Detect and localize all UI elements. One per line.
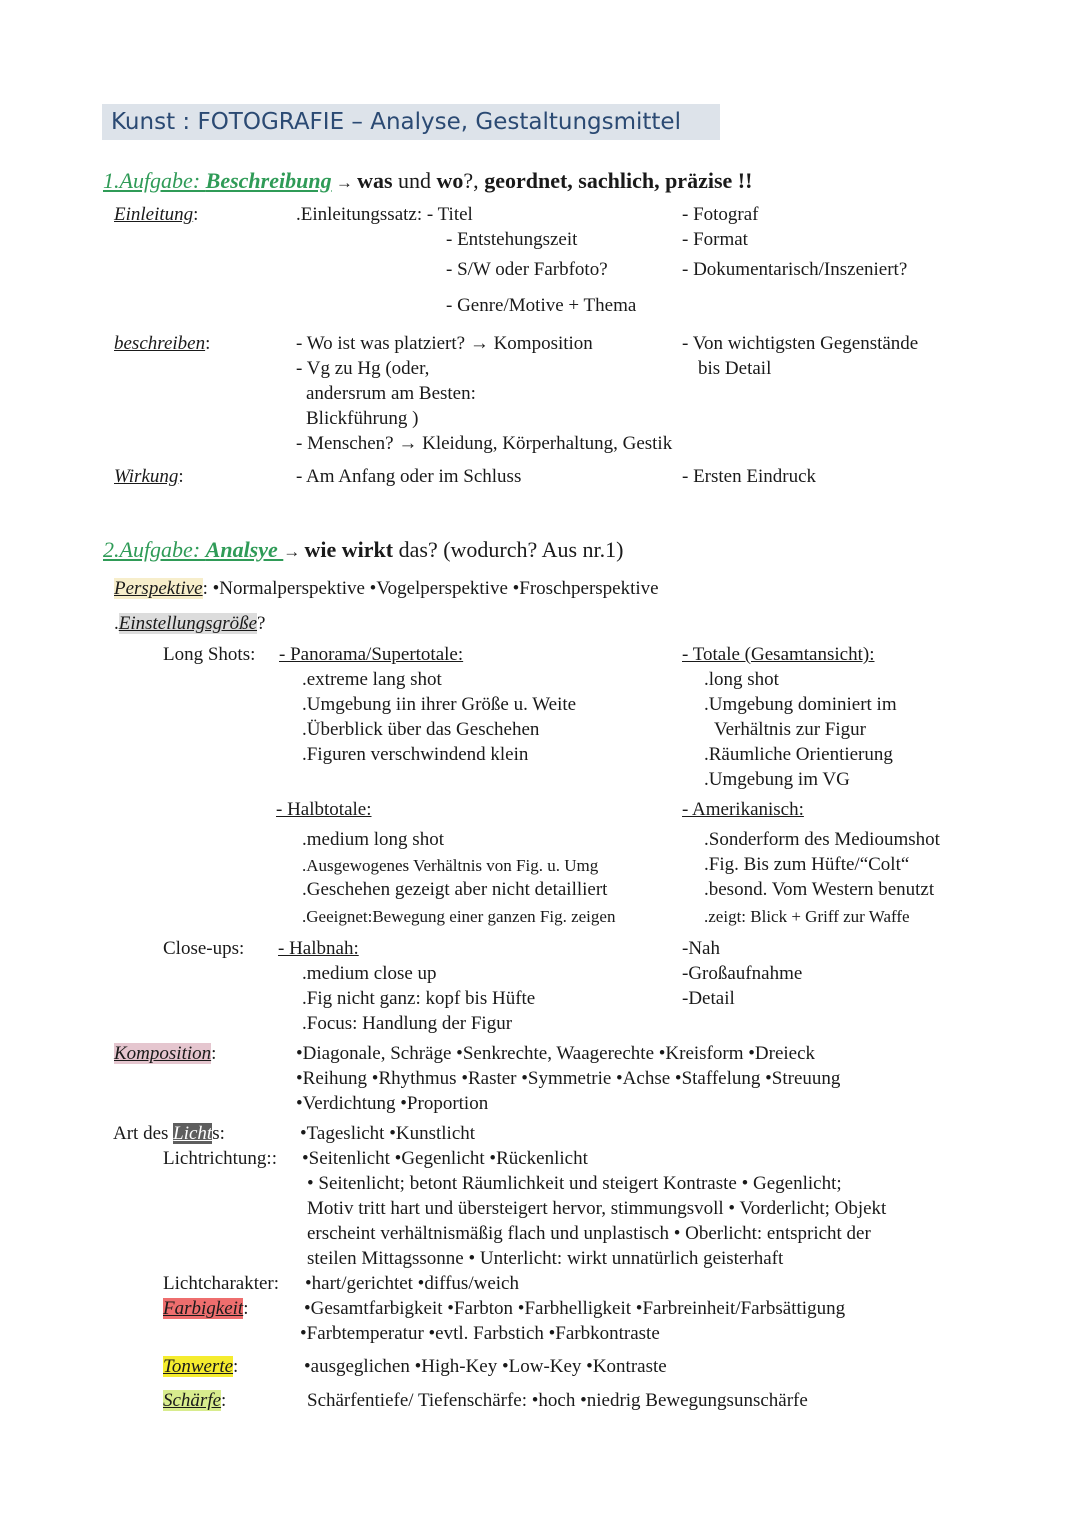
licht-paragraph-4: steilen Mittagssonne • Unterlicht: wirkt unnatürlich geisterhaft (307, 1248, 784, 1269)
schaerfe-label: Schärfe: (163, 1390, 227, 1411)
beschreiben-line-5: - Menschen? → Kleidung, Körperhaltung, Gestik (296, 433, 673, 454)
einleitung-format: - Format (682, 229, 748, 250)
einleitung-dokumentarisch: - Dokumentarisch/Inszeniert? (682, 259, 908, 280)
licht-line-1: •Tageslicht •Kunstlicht (300, 1123, 476, 1144)
panorama-line-4: .Figuren verschwindend klein (302, 744, 529, 765)
beschreiben-label: beschreiben: (114, 333, 211, 354)
farbigkeit-line-2: •Farbtemperatur •evtl. Farbstich •Farbkontraste (300, 1323, 660, 1344)
panorama-heading: - Panorama/Supertotale: (279, 644, 464, 665)
komposition-line-1: •Diagonale, Schräge •Senkrechte, Waagerechte •Kreisform •Dreieck (296, 1043, 816, 1064)
licht-paragraph-3: erscheint verhältnismäßig flach und unplastisch • Oberlicht: entspricht der (307, 1223, 871, 1244)
halbtotale-line-1: .medium long shot (302, 829, 444, 850)
amerikanisch-line-3: .besond. Vom Western benutzt (704, 879, 935, 900)
totale-line-2: .Umgebung dominiert im (704, 694, 897, 715)
tonwerte-label: Tonwerte: (163, 1356, 239, 1377)
tonwerte-line-1: •ausgeglichen •High-Key •Low-Key •Kontraste (304, 1356, 667, 1377)
beschreiben-line-2: - Vg zu Hg (oder, (296, 358, 430, 379)
beschreiben-line-1: - Wo ist was platziert? → Komposition (296, 333, 593, 354)
panorama-line-1: .extreme lang shot (302, 669, 442, 690)
grossaufnahme-item: -Großaufnahme (682, 963, 803, 984)
page-title: Kunst : FOTOGRAFIE – Analyse, Gestaltungsmittel (102, 104, 720, 140)
halbnah-line-3: .Focus: Handlung der Figur (302, 1013, 513, 1034)
amerikanisch-heading: - Amerikanisch: (682, 799, 804, 820)
komposition-line-2: •Reihung •Rhythmus •Raster •Symmetrie •Achse •Staffelung •Streuung (296, 1068, 841, 1089)
farbigkeit-label: Farbigkeit: (163, 1298, 249, 1319)
beschreiben-right-1: - Von wichtigsten Gegenstände (682, 333, 919, 354)
lichtcharakter-line: •hart/gerichtet •diffus/weich (305, 1273, 519, 1294)
einleitung-fotograf: - Fotograf (682, 204, 759, 225)
totale-line-1: .long shot (704, 669, 779, 690)
beschreiben-right-2: bis Detail (698, 358, 772, 379)
panorama-line-3: .Überblick über das Geschehen (302, 719, 540, 740)
lichtcharakter-label: Lichtcharakter: (163, 1273, 280, 1294)
komposition-line-3: •Verdichtung •Proportion (296, 1093, 489, 1114)
totale-line-5: .Umgebung im VG (704, 769, 850, 790)
halbnah-heading: - Halbnah: (278, 938, 359, 959)
halbtotale-heading: - Halbtotale: (276, 799, 372, 820)
beschreiben-line-4: Blickführung ) (306, 408, 419, 429)
lichtrichtung-line: •Seitenlicht •Gegenlicht •Rückenlicht (302, 1148, 588, 1169)
wirkung-line-1: - Am Anfang oder im Schluss (296, 466, 522, 487)
wirkung-label: Wirkung: (114, 466, 184, 487)
halbnah-line-2: .Fig nicht ganz: kopf bis Hüfte (302, 988, 536, 1009)
komposition-label: Komposition: (114, 1043, 217, 1064)
halbtotale-line-3: .Geschehen gezeigt aber nicht detailliert (302, 879, 608, 900)
einstellungsgroesse-label: .Einstellungsgröße? (114, 613, 266, 634)
close-ups-label: Close-ups: (163, 938, 245, 959)
lichtrichtung-label: Lichtrichtung:: (163, 1148, 277, 1169)
licht-paragraph-1: • Seitenlicht; betont Räumlichkeit und steigert Kontraste • Gegenlicht; (307, 1173, 842, 1194)
halbtotale-line-4: .Geeignet:Bewegung einer ganzen Fig. zeigen (302, 907, 616, 926)
einleitung-satz: .Einleitungssatz: - Titel (296, 204, 473, 225)
wirkung-right-1: - Ersten Eindruck (682, 466, 817, 487)
farbigkeit-line-1: •Gesamtfarbigkeit •Farbton •Farbhelligkeit •Farbreinheit/Farbsättigung (304, 1298, 846, 1319)
einleitung-entstehungszeit: - Entstehungszeit (446, 229, 578, 250)
detail-item: -Detail (682, 988, 735, 1009)
amerikanisch-line-2: .Fig. Bis zum Hüfte/“Colt“ (704, 854, 910, 875)
perspektive-line: Perspektive: •Normalperspektive •Vogelperspektive •Froschperspektive (114, 578, 659, 599)
totale-line-3: Verhältnis zur Figur (714, 719, 866, 740)
licht-label: Art des Lichts: (113, 1123, 225, 1144)
panorama-line-2: .Umgebung iin ihrer Größe u. Weite (302, 694, 577, 715)
einleitung-genre: - Genre/Motive + Thema (446, 295, 637, 316)
einleitung-farbfoto: - S/W oder Farbfoto? (446, 259, 608, 280)
amerikanisch-line-1: .Sonderform des Medioumshot (704, 829, 940, 850)
einleitung-label: Einleitung: (114, 204, 199, 225)
schaerfe-line-1: Schärfentiefe/ Tiefenschärfe: •hoch •niedrig Bewegungsunschärfe (307, 1390, 808, 1411)
halbnah-line-1: .medium close up (302, 963, 437, 984)
section-1-heading: 1.Aufgabe: Beschreibung → was und wo?, geordnet, sachlich, präzise !! (103, 168, 753, 193)
section-2-heading: 2.Aufgabe: Analsye → wie wirkt das? (wodurch? Aus nr.1) (103, 537, 624, 562)
totale-line-4: .Räumliche Orientierung (704, 744, 893, 765)
long-shots-label: Long Shots: (163, 644, 256, 665)
licht-paragraph-2: Motiv tritt hart und übersteigert hervor, stimmungsvoll • Vorderlicht; Objekt (307, 1198, 887, 1219)
beschreiben-line-3: andersrum am Besten: (306, 383, 476, 404)
totale-heading: - Totale (Gesamtansicht): (682, 644, 875, 665)
nah-item: -Nah (682, 938, 720, 959)
amerikanisch-line-4: .zeigt: Blick + Griff zur Waffe (704, 907, 910, 926)
halbtotale-line-2: .Ausgewogenes Verhältnis von Fig. u. Umg (302, 856, 599, 875)
